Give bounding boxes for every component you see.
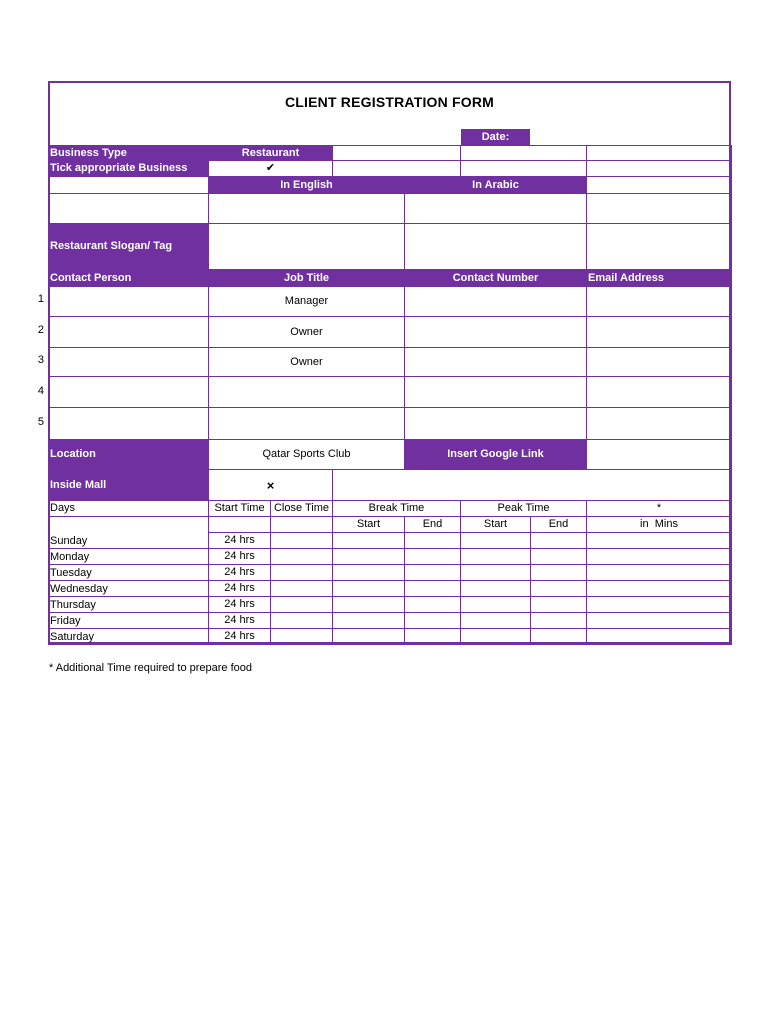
contact-person-field[interactable]: [48, 407, 209, 440]
contact-number-field[interactable]: [404, 286, 587, 317]
break-end-header: End: [404, 516, 461, 533]
row-number: 4: [37, 385, 44, 397]
peak-start-cell[interactable]: [460, 628, 531, 645]
break-start-cell[interactable]: [332, 564, 405, 581]
close-time-cell[interactable]: [270, 548, 333, 565]
close-time-cell[interactable]: [270, 532, 333, 549]
peak-start-cell[interactable]: [460, 612, 531, 629]
slogan-extra-field[interactable]: [586, 223, 732, 270]
peak-start-cell[interactable]: [460, 564, 531, 581]
checkmark-icon: ✔: [265, 162, 276, 174]
job-title-field[interactable]: [208, 376, 405, 408]
contact-person-field[interactable]: [48, 316, 209, 348]
business-type-option-4[interactable]: [586, 145, 732, 161]
contact-person-field[interactable]: [48, 286, 209, 317]
prep-mins-cell[interactable]: [586, 532, 732, 549]
peak-end-cell[interactable]: [530, 532, 587, 549]
break-start-header: Start: [332, 516, 405, 533]
tick-checkbox-2[interactable]: [332, 160, 461, 177]
break-start-cell[interactable]: [332, 532, 405, 549]
tick-checkbox-3[interactable]: [460, 160, 587, 177]
location-field[interactable]: Qatar Sports Club: [208, 439, 405, 470]
form-title: CLIENT REGISTRATION FORM: [284, 94, 495, 110]
restaurant-name-label-cell: [48, 193, 209, 224]
break-end-cell[interactable]: [404, 596, 461, 613]
peak-end-cell[interactable]: [530, 612, 587, 629]
break-start-cell[interactable]: [332, 628, 405, 645]
close-time-cell[interactable]: [270, 596, 333, 613]
job-title-field[interactable]: Manager: [208, 286, 405, 317]
email-address-field[interactable]: [586, 286, 732, 317]
prep-mins-cell[interactable]: [586, 628, 732, 645]
start-time-cell[interactable]: 24 hrs: [208, 628, 271, 645]
contact-number-field[interactable]: [404, 376, 587, 408]
day-label: Wednesday: [48, 580, 209, 597]
inside-mall-extra-field[interactable]: [332, 469, 732, 501]
business-type-option-2[interactable]: [332, 145, 461, 161]
restaurant-name-arabic-field[interactable]: [404, 193, 587, 224]
day-label: Saturday: [48, 628, 209, 645]
date-label: Date:: [461, 129, 530, 145]
contact-number-field[interactable]: [404, 407, 587, 440]
job-title-field[interactable]: [208, 407, 405, 440]
start-time-cell[interactable]: 24 hrs: [208, 564, 271, 581]
footnote: * Additional Time required to prepare food: [49, 662, 253, 674]
contact-number-field[interactable]: [404, 347, 587, 377]
break-end-cell[interactable]: [404, 564, 461, 581]
close-time-header: Close Time: [270, 500, 333, 517]
peak-end-cell[interactable]: [530, 580, 587, 597]
day-label: Monday: [48, 548, 209, 565]
close-time-cell[interactable]: [270, 628, 333, 645]
close-time-cell[interactable]: [270, 564, 333, 581]
business-type-value: Restaurant: [208, 145, 333, 161]
break-start-cell[interactable]: [332, 580, 405, 597]
prep-mins-cell[interactable]: [586, 548, 732, 565]
peak-end-cell[interactable]: [530, 628, 587, 645]
close-time-cell[interactable]: [270, 580, 333, 597]
peak-start-cell[interactable]: [460, 532, 531, 549]
break-start-cell[interactable]: [332, 596, 405, 613]
start-time-cell[interactable]: 24 hrs: [208, 548, 271, 565]
peak-time-header: Peak Time: [460, 500, 587, 517]
peak-start-cell[interactable]: [460, 580, 531, 597]
start-time-cell[interactable]: 24 hrs: [208, 532, 271, 549]
row-number: 2: [37, 324, 44, 336]
inside-mall-label: Inside Mall: [48, 469, 209, 501]
google-link-field[interactable]: [586, 439, 732, 470]
job-title-field[interactable]: Owner: [208, 316, 405, 348]
tick-business-label: Tick appropriate Business: [48, 160, 209, 177]
in-mins-header: in Mins: [586, 516, 732, 533]
break-end-cell[interactable]: [404, 548, 461, 565]
in-arabic-header: In Arabic: [404, 176, 587, 194]
slogan-english-field[interactable]: [208, 223, 405, 270]
start-time-header: Start Time: [208, 500, 271, 517]
break-end-cell[interactable]: [404, 628, 461, 645]
prep-mins-cell[interactable]: [586, 612, 732, 629]
job-title-field[interactable]: Owner: [208, 347, 405, 377]
job-title-header: Job Title: [208, 269, 405, 287]
start-time-cell[interactable]: 24 hrs: [208, 612, 271, 629]
start-time-cell[interactable]: 24 hrs: [208, 580, 271, 597]
inside-mall-field[interactable]: [208, 469, 333, 501]
break-start-cell[interactable]: [332, 612, 405, 629]
email-address-field[interactable]: [586, 407, 732, 440]
restaurant-name-english-field[interactable]: [208, 193, 405, 224]
peak-end-cell[interactable]: [530, 564, 587, 581]
contact-number-header: Contact Number: [404, 269, 587, 287]
break-end-cell[interactable]: [404, 580, 461, 597]
cross-mark-icon: ×: [266, 477, 275, 493]
tick-checkbox-restaurant[interactable]: [208, 160, 333, 177]
break-time-header: Break Time: [332, 500, 461, 517]
slogan-label: Restaurant Slogan/ Tag: [48, 223, 209, 270]
peak-end-cell[interactable]: [530, 548, 587, 565]
break-start-cell[interactable]: [332, 548, 405, 565]
prep-mins-cell[interactable]: [586, 564, 732, 581]
row-number: 1: [37, 293, 44, 305]
email-address-field[interactable]: [586, 376, 732, 408]
asterisk-header: *: [586, 500, 732, 517]
contact-person-field[interactable]: [48, 347, 209, 377]
start-time-subheader-blank: [208, 516, 271, 533]
close-time-cell[interactable]: [270, 612, 333, 629]
google-link-label: Insert Google Link: [404, 439, 587, 470]
break-end-cell[interactable]: [404, 532, 461, 549]
peak-start-cell[interactable]: [460, 596, 531, 613]
email-address-field[interactable]: [586, 347, 732, 377]
language-header-extra: [586, 176, 732, 194]
contact-number-field[interactable]: [404, 316, 587, 348]
contact-person-field[interactable]: [48, 376, 209, 408]
days-header: Days: [48, 500, 209, 517]
row-number: 5: [37, 416, 44, 428]
language-header-blank: [48, 176, 209, 194]
day-label: Sunday: [48, 532, 209, 549]
days-subheader-blank: [48, 516, 209, 533]
tick-checkbox-4[interactable]: [586, 160, 732, 177]
row-number: 3: [37, 354, 44, 366]
location-label: Location: [48, 439, 209, 470]
break-end-cell[interactable]: [404, 612, 461, 629]
close-time-subheader-blank: [270, 516, 333, 533]
email-address-field[interactable]: [586, 316, 732, 348]
peak-end-cell[interactable]: [530, 596, 587, 613]
in-english-header: In English: [208, 176, 405, 194]
day-label: Tuesday: [48, 564, 209, 581]
business-type-label: Business Type: [48, 145, 209, 161]
email-address-header: Email Address: [586, 269, 732, 287]
peak-end-header: End: [530, 516, 587, 533]
day-label: Friday: [48, 612, 209, 629]
peak-start-cell[interactable]: [460, 548, 531, 565]
slogan-arabic-field[interactable]: [404, 223, 587, 270]
contact-person-header: Contact Person: [48, 269, 209, 287]
restaurant-name-extra-field[interactable]: [586, 193, 732, 224]
day-label: Thursday: [48, 596, 209, 613]
business-type-option-3[interactable]: [460, 145, 587, 161]
prep-mins-cell[interactable]: [586, 596, 732, 613]
peak-start-header: Start: [460, 516, 531, 533]
start-time-cell[interactable]: 24 hrs: [208, 596, 271, 613]
prep-mins-cell[interactable]: [586, 580, 732, 597]
